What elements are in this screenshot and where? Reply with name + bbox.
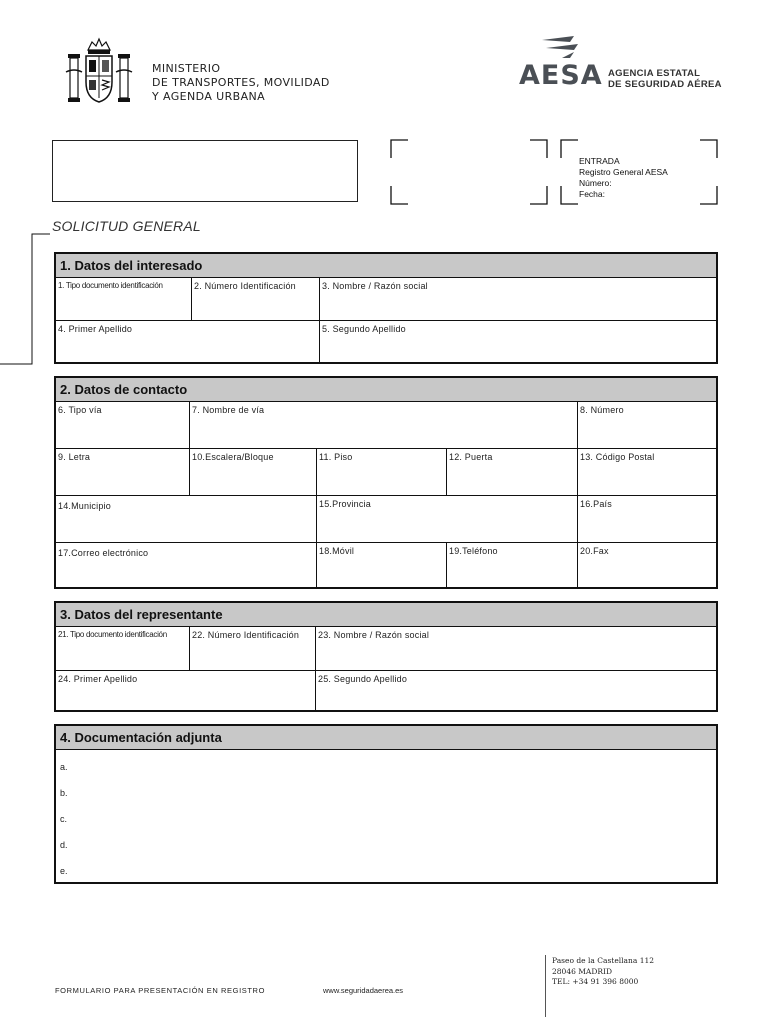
- section-datos-contacto: [54, 376, 718, 589]
- section-1-title: 1. Datos del interesado: [56, 254, 716, 278]
- field-label: 12. Puerta: [449, 452, 493, 462]
- field-label: 15.Provincia: [319, 499, 371, 509]
- field-label: 2. Número Identificación: [194, 281, 296, 291]
- address-line-1: Paseo de la Castellana 112: [552, 956, 655, 965]
- address-line-3: TEL: +34 91 396 8000: [552, 977, 639, 986]
- field-letra[interactable]: [56, 449, 190, 496]
- footer-form-note: FORMULARIO PARA PRESENTACIÓN EN REGISTRO: [55, 986, 265, 995]
- field-rep-nombre-razon-social[interactable]: [316, 627, 716, 671]
- registry-stamp-text: [579, 156, 668, 200]
- field-label: 6. Tipo vía: [58, 405, 102, 415]
- field-label: 3. Nombre / Razón social: [322, 281, 428, 291]
- field-tipo-documento[interactable]: [56, 278, 192, 321]
- field-rep-primer-apellido[interactable]: [56, 671, 316, 710]
- header-free-box: [52, 140, 358, 202]
- section-3-title: 3. Datos del representante: [56, 603, 716, 627]
- field-label: 10.Escalera/Bloque: [192, 452, 274, 462]
- field-primer-apellido[interactable]: [56, 321, 320, 362]
- registry-stamp-frame: [388, 138, 722, 206]
- field-codigo-postal[interactable]: [578, 449, 716, 496]
- document-item-a: a.: [60, 762, 68, 772]
- field-nombre-via[interactable]: [190, 402, 578, 449]
- field-pais[interactable]: [578, 496, 716, 543]
- aesa-logo-text: AESA: [519, 60, 603, 91]
- section-4-title: 4. Documentación adjunta: [56, 726, 716, 750]
- field-provincia[interactable]: [317, 496, 578, 543]
- aesa-agency-name: [608, 68, 722, 90]
- field-label: 17.Correo electrónico: [58, 548, 149, 558]
- aesa-logo-mark-icon: [540, 34, 580, 60]
- field-rep-segundo-apellido[interactable]: [316, 671, 716, 710]
- field-escalera-bloque[interactable]: [190, 449, 317, 496]
- field-label: 18.Móvil: [319, 546, 355, 556]
- document-item-c: c.: [60, 814, 68, 824]
- field-correo-electronico[interactable]: [56, 543, 317, 587]
- field-label: 19.Teléfono: [449, 546, 498, 556]
- ministry-line-3: Y AGENDA URBANA: [152, 90, 266, 103]
- section-datos-representante: [54, 601, 718, 712]
- registry-fecha: Fecha:: [579, 189, 605, 199]
- section-2-title: 2. Datos de contacto: [56, 378, 716, 402]
- field-label: 13. Código Postal: [580, 452, 655, 462]
- field-municipio[interactable]: [56, 496, 317, 543]
- field-numero[interactable]: [578, 402, 716, 449]
- document-item-d: d.: [60, 840, 68, 850]
- field-label: 9. Letra: [58, 452, 91, 462]
- field-label: 5. Segundo Apellido: [322, 324, 406, 334]
- field-label: 22. Número Identificación: [192, 630, 300, 640]
- footer-address: [552, 956, 654, 988]
- field-label: 16.País: [580, 499, 612, 509]
- field-label: 4. Primer Apellido: [58, 324, 133, 334]
- field-piso[interactable]: [317, 449, 447, 496]
- field-movil[interactable]: [317, 543, 447, 587]
- field-label: 23. Nombre / Razón social: [318, 630, 430, 640]
- field-rep-tipo-documento[interactable]: [56, 627, 190, 671]
- title-bracket-line: [0, 232, 60, 368]
- field-numero-identificacion[interactable]: [192, 278, 320, 321]
- field-label: 11. Piso: [319, 452, 353, 462]
- form-title: SOLICITUD GENERAL: [52, 218, 201, 234]
- documents-area[interactable]: [56, 750, 716, 882]
- field-fax[interactable]: [578, 543, 716, 587]
- field-label: 7. Nombre de vía: [192, 405, 265, 415]
- field-rep-numero-identificacion[interactable]: [190, 627, 316, 671]
- aesa-name-line-1: AGENCIA ESTATAL: [608, 68, 701, 79]
- ministry-line-2: DE TRANSPORTES, MOVILIDAD: [152, 76, 330, 89]
- coat-of-arms-logo: [62, 36, 136, 110]
- ministry-name: [152, 62, 330, 104]
- field-label: 24. Primer Apellido: [58, 674, 138, 684]
- ministry-line-1: MINISTERIO: [152, 62, 221, 75]
- aesa-name-line-2: DE SEGURIDAD AÉREA: [608, 79, 722, 90]
- document-item-b: b.: [60, 788, 68, 798]
- registry-entrada: ENTRADA: [579, 156, 620, 166]
- field-puerta[interactable]: [447, 449, 578, 496]
- address-line-2: 28046 MADRID: [552, 966, 612, 976]
- registry-numero: Número:: [579, 178, 612, 188]
- field-label: 20.Fax: [580, 546, 609, 556]
- field-label: 25. Segundo Apellido: [318, 674, 408, 684]
- field-nombre-razon-social[interactable]: [320, 278, 716, 321]
- footer-website-link[interactable]: www.seguridadaerea.es: [323, 986, 404, 995]
- field-telefono[interactable]: [447, 543, 578, 587]
- registry-general: Registro General AESA: [579, 167, 668, 177]
- document-item-e: e.: [60, 866, 68, 876]
- field-label: 8. Número: [580, 405, 624, 415]
- footer-divider: [545, 955, 546, 1017]
- field-label: 14.Municipio: [58, 501, 111, 511]
- field-tipo-via[interactable]: [56, 402, 190, 449]
- field-label: 1. Tipo documento identificación: [58, 281, 163, 290]
- field-segundo-apellido[interactable]: [320, 321, 716, 362]
- section-datos-interesado: [54, 252, 718, 364]
- field-label: 21. Tipo documento identificación: [58, 630, 167, 639]
- section-documentacion-adjunta: [54, 724, 718, 884]
